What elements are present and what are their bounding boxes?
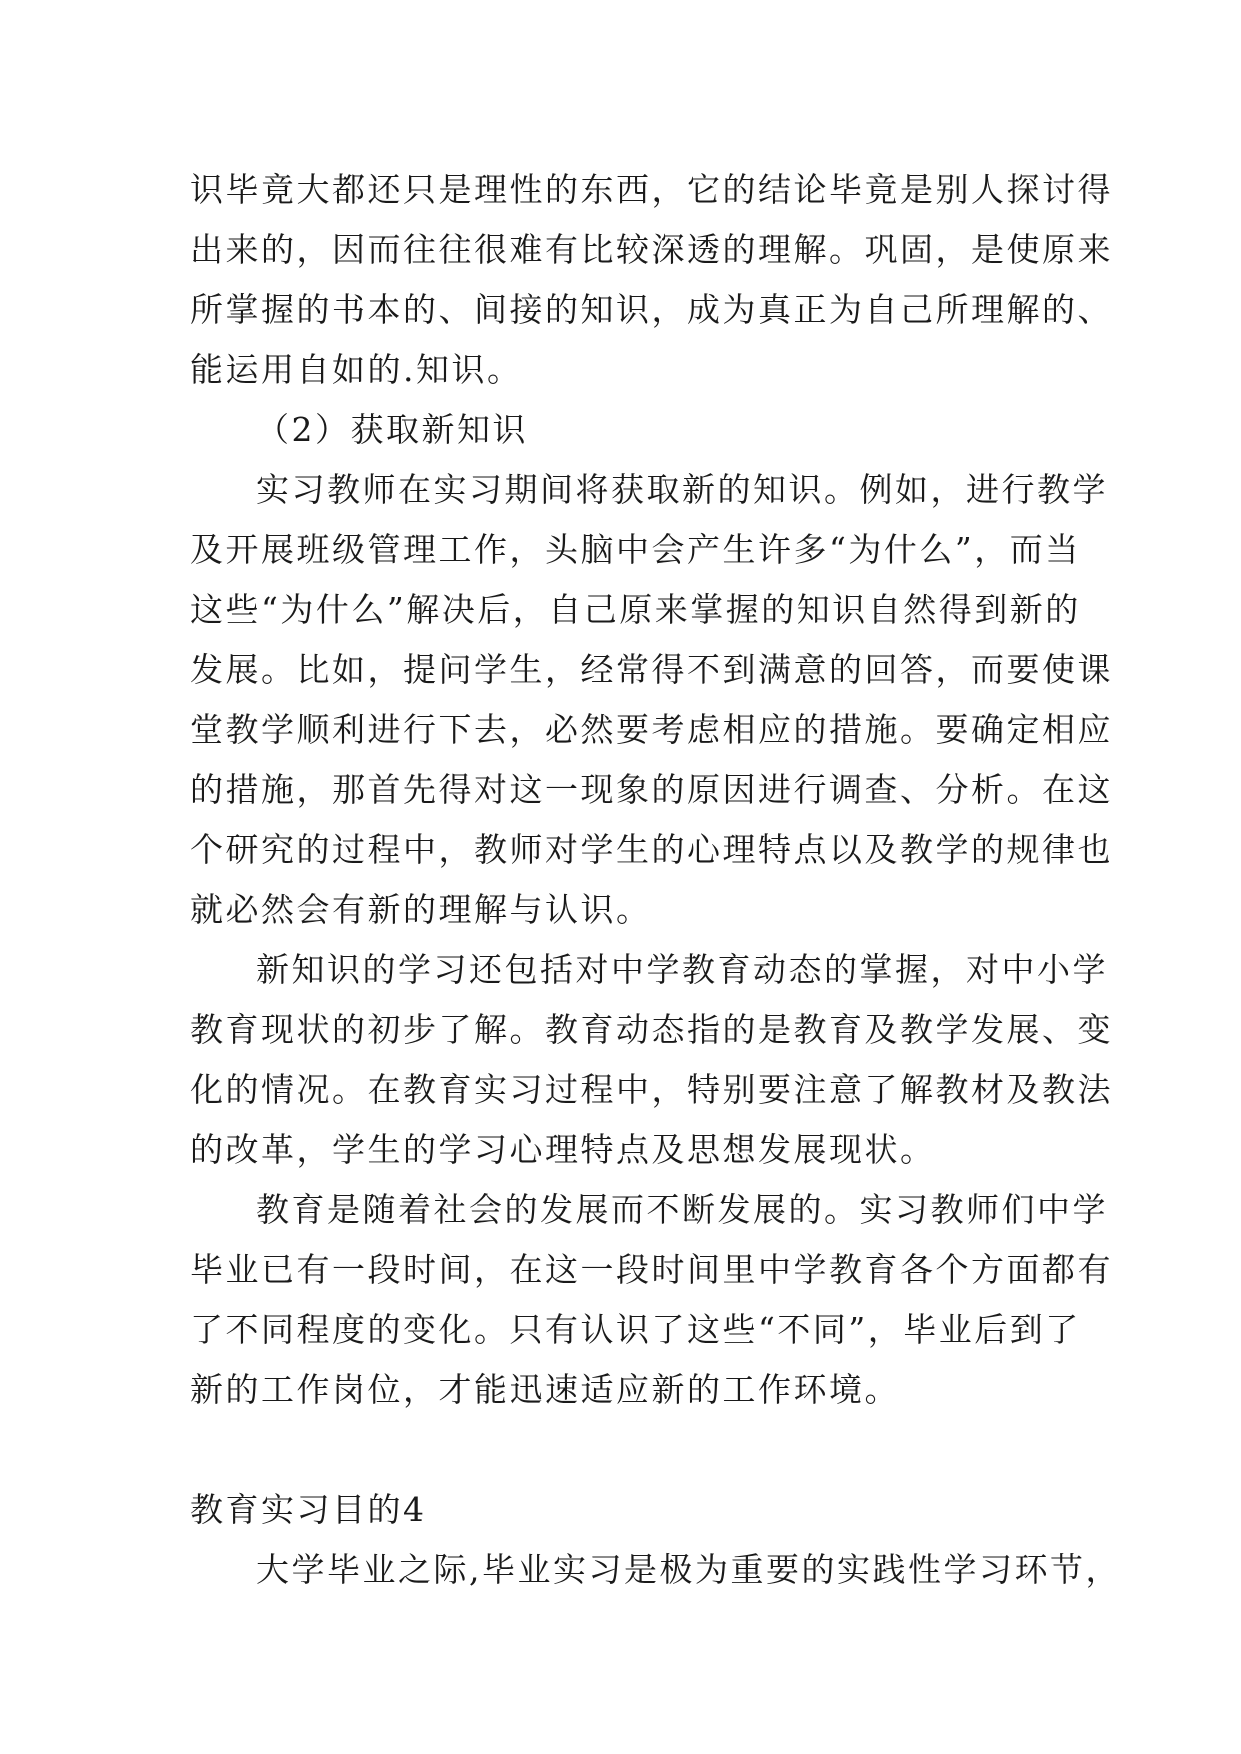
text-line: 毕业已有一段时间，在这一段时间里中学教育各个方面都有 [190,1250,1113,1289]
text-line: 能运用自如的.知识。 [190,350,523,389]
text-line: 实习教师在实习期间将获取新的知识。例如，进行教学 [256,470,1108,509]
paragraph-graduation-internship [190,1540,1121,1600]
paragraph-consolidation-end [190,160,1113,400]
text-line: 了不同程度的变化。只有认识了这些“不同”，毕业后到了 [190,1310,1081,1349]
text-line: 发展。比如，提问学生，经常得不到满意的回答，而要使课 [190,650,1113,689]
text-line: 大学毕业之际,毕业实习是极为重要的实践性学习环节， [256,1550,1121,1589]
subheading: （2）获取新知识 [256,410,528,449]
text-line: 识毕竟大都还只是理性的东西，它的结论毕竟是别人探讨得 [190,170,1113,209]
document-page [190,160,1121,1600]
text-line: 个研究的过程中，教师对学生的心理特点以及教学的规律也 [190,830,1113,869]
text-line: 堂教学顺利进行下去，必然要考虑相应的措施。要确定相应 [190,710,1113,749]
text-line: 所掌握的书本的、间接的知识，成为真正为自己所理解的、 [190,290,1113,329]
text-line: 化的情况。在教育实习过程中，特别要注意了解教材及教法 [190,1070,1113,1109]
text-line: 教育现状的初步了解。教育动态指的是教育及教学发展、变 [190,1010,1113,1049]
text-line: 新的工作岗位，才能迅速适应新的工作环境。 [190,1370,900,1409]
text-line: 出来的，因而往往很难有比较深透的理解。巩固，是使原来 [190,230,1113,269]
text-line: 的措施，那首先得对这一现象的原因进行调查、分析。在这 [190,770,1113,809]
text-line: 的改革，学生的学习心理特点及思想发展现状。 [190,1130,936,1169]
section-gap [190,1420,1050,1480]
text-line: 新知识的学习还包括对中学教育动态的掌握，对中小学 [256,950,1108,989]
text-line: 这些“为什么”解决后，自己原来掌握的知识自然得到新的 [190,590,1081,629]
text-line: 就必然会有新的理解与认识。 [190,890,652,929]
section-title: 教育实习目的4 [190,1490,427,1529]
text-line: 教育是随着社会的发展而不断发展的。实习教师们中学 [256,1190,1108,1229]
paragraph-education-development [190,1180,1113,1420]
text-line: 及开展班级管理工作，头脑中会产生许多“为什么”，而当 [190,530,1081,569]
paragraph-education-trends [190,940,1113,1180]
paragraph-new-knowledge [190,460,1113,940]
